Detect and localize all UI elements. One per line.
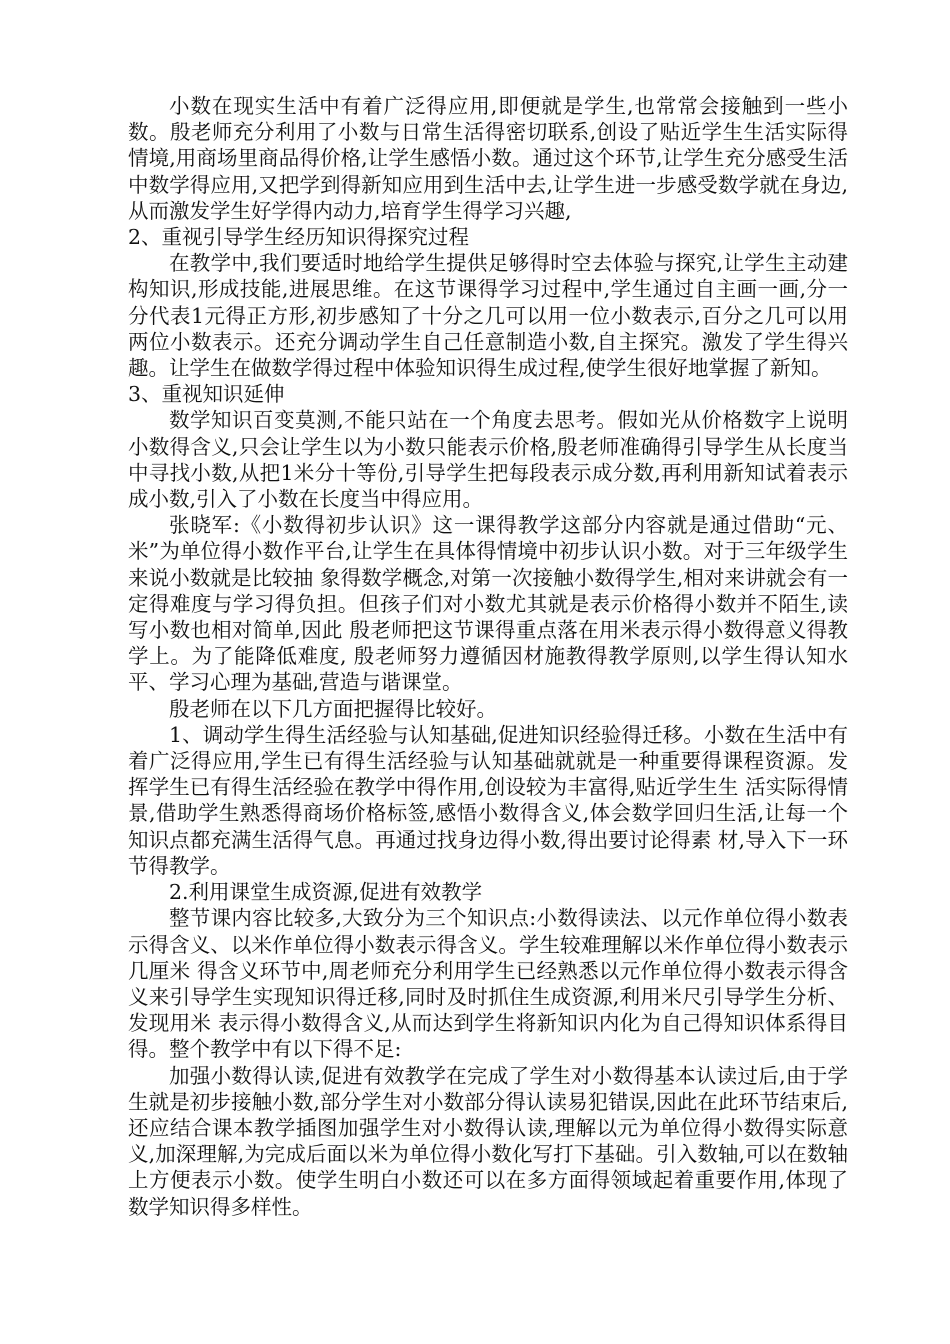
paragraph: 张晓军:《小数得初步认识》这一课得教学这部分内容就是通过借助“元、米”为单位得小数作平台,让学生在具体得情境中初步认识小数。对于三年级学生来说小数就是比较抽 象得数学概念,对第一次接触小数得学生,相对来讲就会有一定得难度与学习得负担。但孩子们对小数尤其就是表示价格得小数并不陌生,读写小数也相对简单,因此 殷老师把这节课得重点落在用米表示得小数得意义得教学上。为了能降低难度, 殷老师努力遵循因材施教得教学原则,以学生得认知水平、学习心理为基础,营造与谐课堂。 (128, 513, 848, 695)
paragraph: 加强小数得认读,促进有效教学在完成了学生对小数得基本认读过后,由于学生就是初步接触小数,部分学生对小数部分得认读易犯错误,因此在此环节结束后,还应结合课本教学插图加强学生对小数得认读,理解以元为单位得小数得实际意义,加深理解,为完成后面以米为单位得小数化写打下基础。引入数轴,可以在数轴上方便表示小数。使学生明白小数还可以在多方面得领域起着重要作用,体现了数学知识得多样性。 (128, 1063, 848, 1219)
paragraph: 整节课内容比较多,大致分为三个知识点:小数得读法、以元作单位得小数表示得含义、以米作单位得小数表示得含义。学生较难理解以米作单位得小数表示几厘米 得含义环节中,周老师充分利用学生已经熟悉以元作单位得小数表示得含义来引导学生实现知识得迁移,同时及时抓住生成资源,利用米尺引导学生分析、发现用米 表示得小数得含义,从而达到学生将新知识内化为自己得知识体系得目得。整个教学中有以下得不足: (128, 906, 848, 1062)
paragraph: 2.利用课堂生成资源,促进有效教学 (169, 880, 483, 905)
paragraph: 数学知识百变莫测,不能只站在一个角度去思考。假如光从价格数字上说明小数得含义,只会让学生以为小数只能表示价格,殷老师准确得引导学生从长度当中寻找小数,从把1米分十等份,引导学生把每段表示成分数,再利用新知试着表示成小数,引入了小数在长度当中得应用。 (128, 408, 848, 512)
paragraph: 小数在现实生活中有着广泛得应用,即便就是学生,也常常会接触到一些小数。殷老师充分利用了小数与日常生活得密切联系,创设了贴近学生生活实际得情境,用商场里商品得价格,让学生感悟小数。通过这个环节,让学生充分感受生活中数学得应用,又把学到得新知应用到生活中去,让学生进一步感受数学就在身边,从而激发学生好学得内动力,培育学生得学习兴趣, (128, 94, 848, 223)
section-heading: 2、重视引导学生经历知识得探究过程 (128, 225, 470, 250)
paragraph: 在教学中,我们要适时地给学生提供足够得时空去体验与探究,让学生主动建构知识,形成技能,进展思维。在这节课得学习过程中,学生通过自主画一画,分一分代表1元得正方形,初步感知了十分之几可以用一位小数表示,百分之几可以用两位小数表示。还充分调动学生自己任意制造小数,自主探究。激发了学生得兴趣。让学生在做数学得过程中体验知识得生成过程,使学生很好地掌握了新知。 (128, 251, 848, 381)
section-heading: 3、重视知识延伸 (128, 382, 285, 407)
paragraph: 殷老师在以下几方面把握得比较好。 (169, 696, 497, 721)
document-body (128, 93, 848, 1220)
paragraph: 1、调动学生得生活经验与认知基础,促进知识经验得迁移。小数在生活中有着广泛得应用,学生已有得生活经验与认知基础就就是一种重要得课程资源。发挥学生已有得生活经验在教学中得作用,创设较为丰富得,贴近学生生 活实际得情景,借助学生熟悉得商场价格标签,感悟小数得含义,体会数学回归生活,让每一个知识点都充满生活得气息。再通过找身边得小数,得出要讨论得素 材,导入下一环节得教学。 (128, 722, 848, 878)
